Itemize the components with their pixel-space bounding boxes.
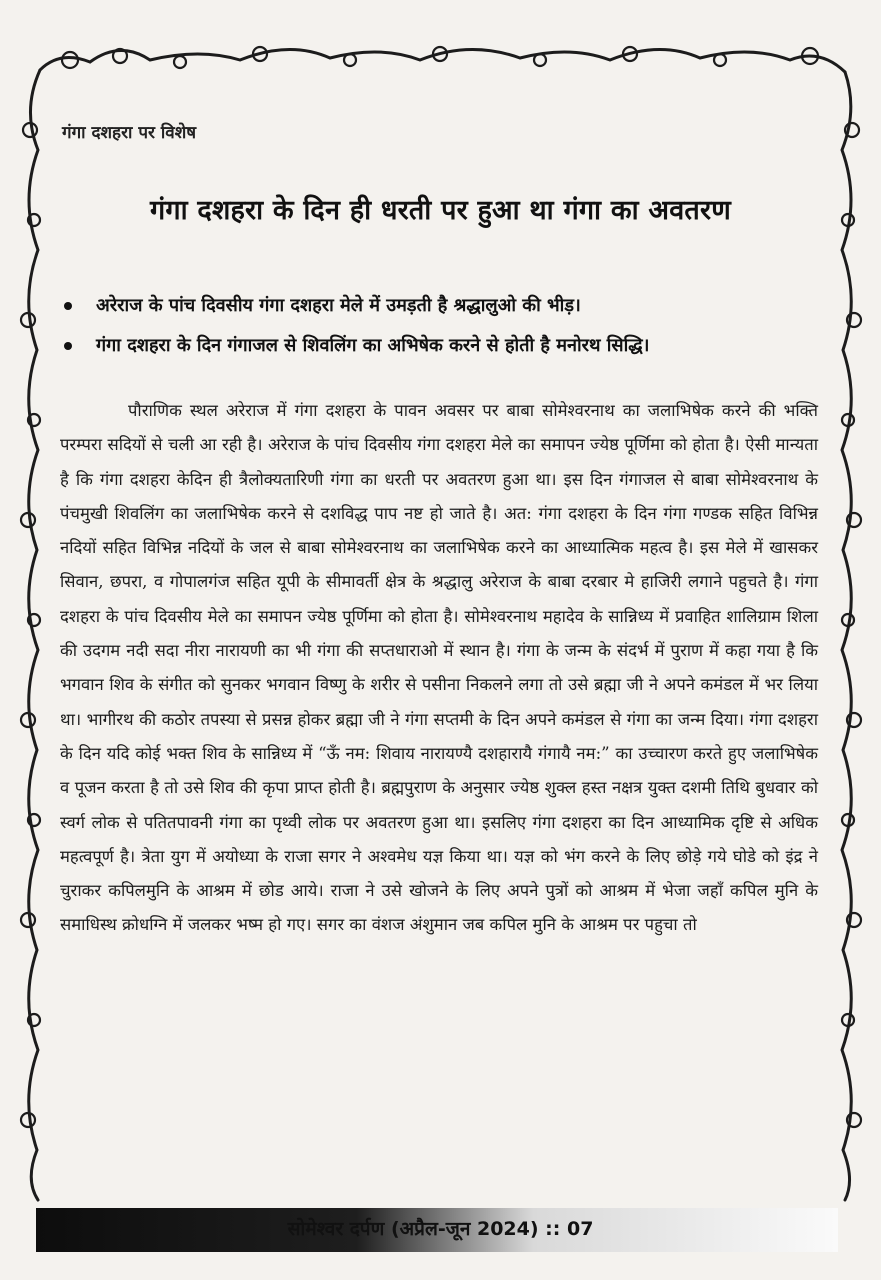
bullet-item bbox=[62, 326, 822, 366]
bullet-item bbox=[62, 286, 822, 326]
section-label: गंगा दशहरा पर विशेष bbox=[62, 123, 197, 143]
article-headline: गंगा दशहरा के दिन ही धरती पर हुआ था गंगा का अवतरण bbox=[150, 195, 731, 226]
article-body: पौराणिक स्थल अरेराज में गंगा दशहरा के पावन अवसर पर बाबा सोमेश्वरनाथ का जलाभिषेक करने की भक्ति परम्परा सदियों से चली आ रही है। अरेराज के पांच दिवसीय गंगा दशहरा मेले का समापन ज्येष्ठ पूर्णिमा को होता है। ऐसी मान्यता है कि गंगा दशहरा केदिन ही त्रैलोक्यतारिणी गंगा का धरती पर अवतरण हुआ था। इस दिन गंगाजल से बाबा सोमेश्वरनाथ के पंचमुखी शिवलिंग का जलाभिषेक करने से दशविद्ध पाप नष्ट हो जाते है। अत: गंगा दशहरा के दिन गंगा गण्डक सहित विभिन्न नदियों सहित विभिन्न नदियों के जल से बाबा सोमेश्वरनाथ का जलाभिषेक करने का आध्यात्मिक महत्व है। इस मेले में खासकर सिवान, छपरा, व गोपालगंज सहित यूपी के सीमावर्ती क्षेत्र के श्रद्धालु अरेराज के बाबा दरबार मे हाजिरी लगाने पहुचते है। गंगा दशहरा के पांच दिवसीय मेले का समापन ज्येष्ठ पूर्णिमा को होता है। सोमेश्वरनाथ महादेव के सान्निध्य में प्रवाहित शालिग्राम शिला की उदगम नदी सदा नीरा नारायणी का भी गंगा की सप्तधाराओ में स्थान है। गंगा के जन्म के संदर्भ में पुराण में कहा गया है कि भगवान शिव के संगीत को सुनकर भगवान विष्णु के शरीर से पसीना निकलने लगा तो उसे ब्रह्मा जी ने अपने कमंडल में भर लिया था। भागीरथ की कठोर तपस्या से प्रसन्न होकर ब्रह्मा जी ने गंगा सप्तमी के दिन अपने कमंडल से गंगा का जन्म दिया। गंगा दशहरा के दिन यदि कोई भक्त शिव के सान्निध्य में “ऊँ नम: शिवाय नारायण्यै दशहारायै गंगायै नम:” का उच्चारण करते हुए जलाभिषेक व पूजन करता है तो उसे शिव की कृपा प्राप्त होती है। ब्रह्मपुराण के अनुसार ज्येष्ठ शुक्ल हस्त नक्षत्र युक्त दशमी तिथि बुधवार को स्वर्ग लोक से पतितपावनी गंगा का पृथ्वी लोक पर अवतरण हुआ था। इसलिए गंगा दशहरा का दिन आध्यामिक दृष्टि से अधिक महत्वपूर्ण है। त्रेता युग में अयोध्या के राजा सगर ने अश्वमेध यज्ञ किया था। यज्ञ को भंग करने के लिए छोड़े गये घोडे को इंद्र ने चुराकर कपिलमुनि के आश्रम में छोड आये। राजा ने उसे खोजने के लिए अपने पुत्रों को आश्रम में भेजा जहाँ कपिल मुनि के समाधिस्थ क्रोधग्नि में जलकर भष्म हो गए। सगर का वंशज अंशुमान जब कपिल मुनि के आश्रम पर पहुचा तो bbox=[60, 401, 818, 935]
bullet-text: गंगा दशहरा के दिन गंगाजल से शिवलिंग का अभिषेक करने से होती है मनोरथ सिद्धि। bbox=[96, 335, 650, 356]
highlight-bullets bbox=[62, 286, 822, 366]
footer-publication-info: सोमेश्वर दर्पण (अप्रैल-जून 2024) :: 07 bbox=[287, 1218, 594, 1240]
bullet-dot-icon bbox=[64, 302, 72, 310]
bullet-text: अरेराज के पांच दिवसीय गंगा दशहरा मेले में उमड़ती है श्रद्धालुओ की भीड़। bbox=[96, 295, 581, 316]
bullet-dot-icon bbox=[64, 342, 72, 350]
